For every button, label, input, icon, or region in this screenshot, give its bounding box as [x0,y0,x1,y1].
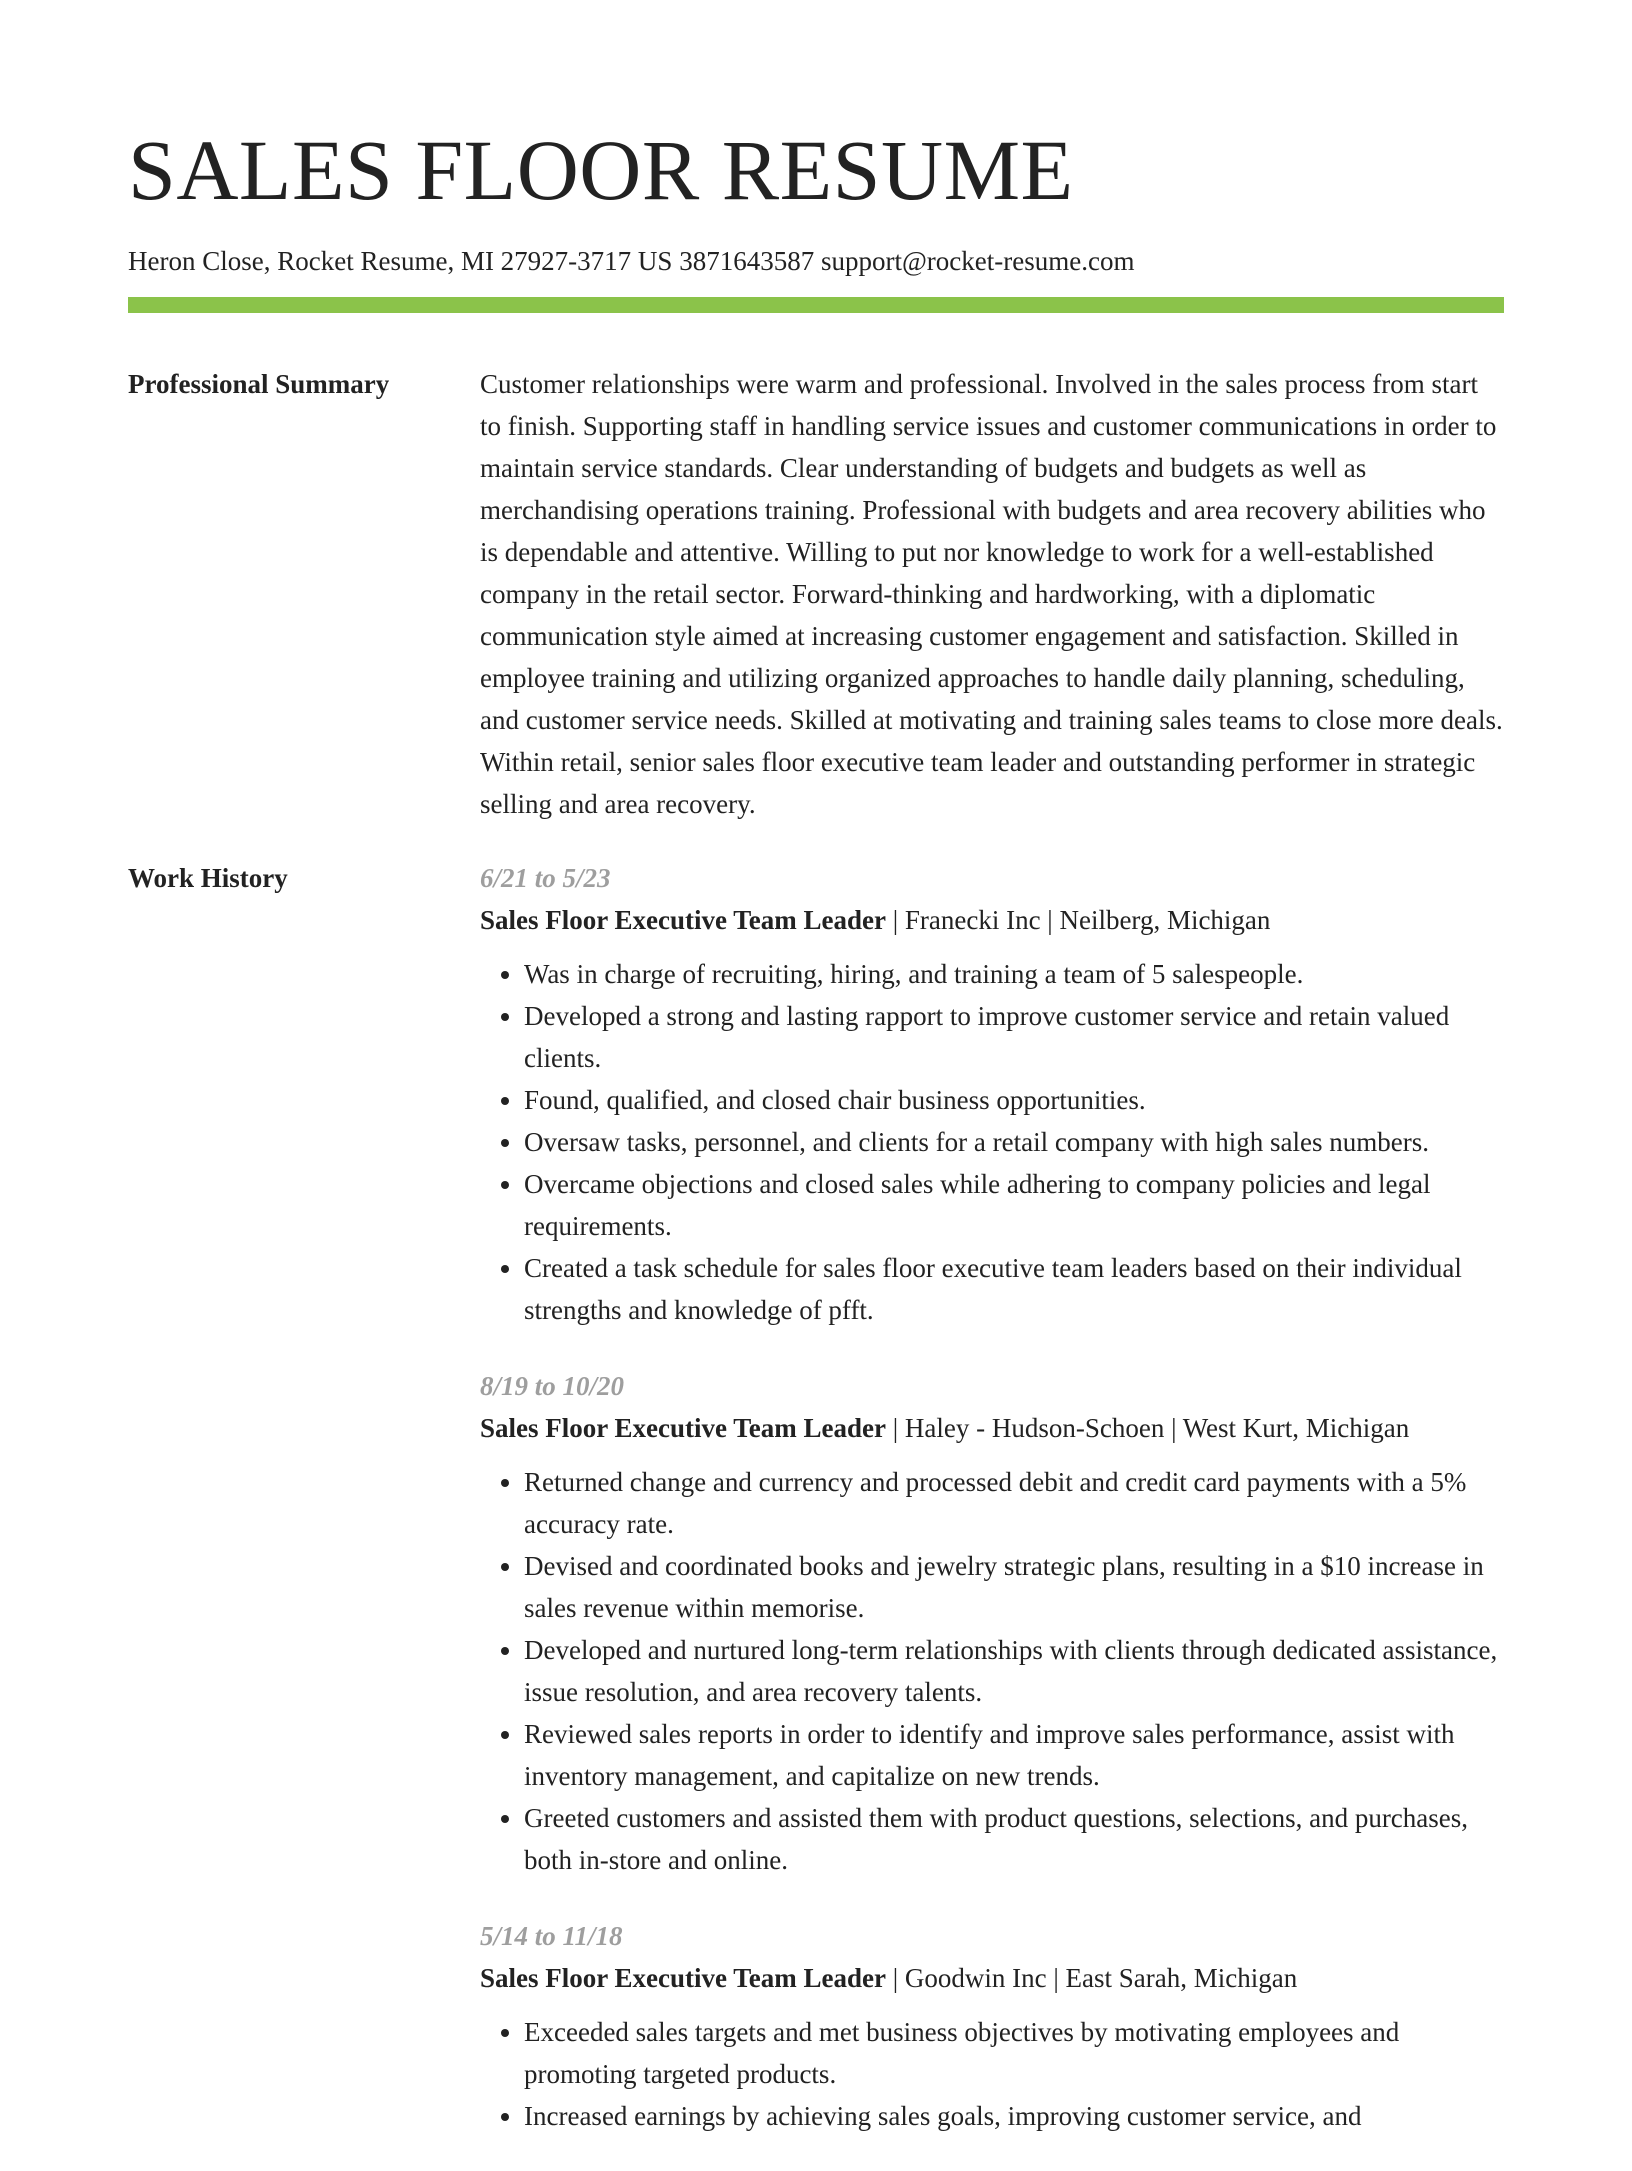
work-history-body [480,857,1504,2171]
job-bullet: • Returned change and currency and processed debit and credit card payments with a 5% accuracy rate. [524,1461,1504,1545]
job-bullet: • Reviewed sales reports in order to identify and improve sales performance, assist with inventory management, and capitalize on new trends. [524,1713,1504,1797]
job-heading [480,1407,1504,1449]
job-dates: 6/21 to 5/23 [480,863,611,893]
job-bullet: • Increased earnings by achieving sales goals, improving customer service, and [524,2095,1504,2137]
job-dates: 8/19 to 10/20 [480,1371,625,1401]
summary-text: Customer relationships were warm and professional. Involved in the sales process from start to finish. Supporting staff in handling service issues and customer communications in order to maintain service standards. Clear understanding of budgets and budgets as well as merchandising operations training. Professional with budgets and area recovery abilities who is dependable and attentive. Willing to put nor knowledge to work for a well-established company in the retail sector. Forward-thinking and hardworking, with a diplomatic communication style aimed at increasing customer engagement and satisfaction. Skilled in employee training and utilizing organized approaches to handle daily planning, scheduling, and customer service needs. Skilled at motivating and training sales teams to close more deals. Within retail, senior sales floor executive team leader and outstanding performer in strategic selling and area recovery. [480,369,1503,819]
job-bullet-list [480,1461,1504,1881]
professional-summary-section [128,363,1504,825]
job-bullet-list [480,953,1504,1331]
resume-title: SALES FLOOR RESUME [128,122,1074,218]
job-heading [480,1957,1504,1999]
header-divider [128,297,1504,313]
job-company-location: | Haley - Hudson-Schoen | West Kurt, Michigan [885,1413,1410,1443]
job-bullet: • Devised and coordinated books and jewelry strategic plans, resulting in a $10 increase in sales revenue within memorise. [524,1545,1504,1629]
job-entry [480,1365,1504,1881]
job-bullet: • Exceeded sales targets and met business objectives by motivating employees and promoting targeted products. [524,2011,1504,2095]
job-entry [480,857,1504,1331]
contact-line: Heron Close, Rocket Resume, MI 27927-3717 US 3871643587 support@rocket-resume.com [128,246,1135,276]
job-heading [480,899,1504,941]
job-company-location: | Franecki Inc | Neilberg, Michigan [885,905,1271,935]
job-bullet: • Overcame objections and closed sales while adhering to company policies and legal requirements. [524,1163,1504,1247]
section-label-work-history: Work History [128,863,288,893]
resume-page [128,0,1504,2171]
job-entry [480,1915,1504,2137]
job-bullet: • Developed and nurtured long-term relationships with clients through dedicated assistance, issue resolution, and area recovery talents. [524,1629,1504,1713]
job-title: Sales Floor Executive Team Leader [480,905,886,935]
job-bullet: • Greeted customers and assisted them with product questions, selections, and purchases, both in-store and online. [524,1797,1504,1881]
job-bullet: • Developed a strong and lasting rapport to improve customer service and retain valued clients. [524,995,1504,1079]
job-bullet: • Oversaw tasks, personnel, and clients for a retail company with high sales numbers. [524,1121,1504,1163]
summary-body [480,363,1504,825]
job-company-location: | Goodwin Inc | East Sarah, Michigan [885,1963,1298,1993]
job-title: Sales Floor Executive Team Leader [480,1963,886,1993]
job-bullet: • Was in charge of recruiting, hiring, and training a team of 5 salespeople. [524,953,1504,995]
job-bullet: • Found, qualified, and closed chair business opportunities. [524,1079,1504,1121]
job-dates: 5/14 to 11/18 [480,1921,623,1951]
section-label-summary: Professional Summary [128,369,390,399]
job-title: Sales Floor Executive Team Leader [480,1413,886,1443]
job-bullet: • Created a task schedule for sales floor executive team leaders based on their individual strengths and knowledge of pfft. [524,1247,1504,1331]
work-history-section [128,857,1504,2171]
job-bullet-list [480,2011,1504,2137]
